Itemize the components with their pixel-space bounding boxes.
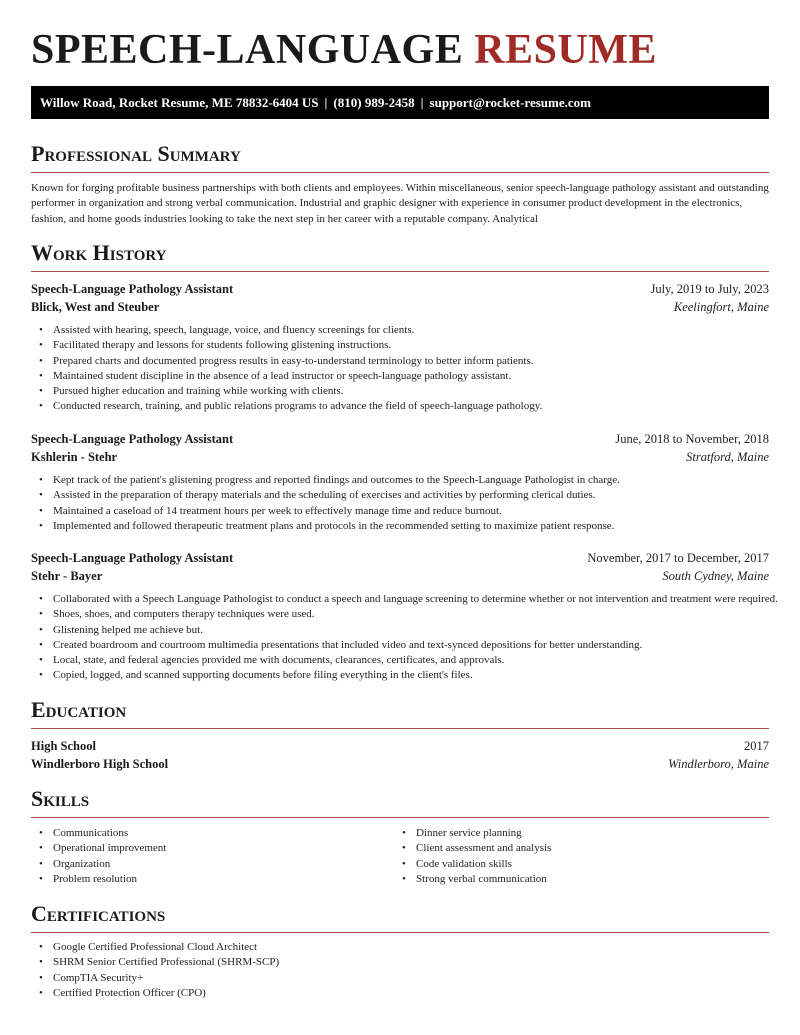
education-location: Windlerboro, Maine: [668, 757, 769, 771]
section-divider: [31, 728, 769, 729]
summary-heading: Professional Summary: [31, 141, 241, 166]
job-title: Speech-Language Pathology Assistant: [31, 432, 234, 446]
education-school-row: [31, 755, 769, 773]
contact-phone: (810) 989-2458: [333, 95, 415, 110]
skill-item: • Organization: [31, 857, 166, 872]
title-accent: RESUME: [474, 27, 657, 73]
job-company-row: [31, 448, 769, 466]
job-bullets: [31, 592, 778, 684]
job-title: Speech-Language Pathology Assistant: [31, 551, 234, 565]
skill-item: • Communications: [31, 826, 166, 841]
skills-list-right: [394, 826, 551, 887]
skill-item: • Client assessment and analysis: [394, 841, 551, 856]
skill-item: • Operational improvement: [31, 841, 166, 856]
skills-list-left: [31, 826, 166, 887]
job-bullet: • Maintained student discipline in the absence of a lead instructor or speech-language pathology assistant.: [31, 369, 542, 384]
education-degree: High School: [31, 739, 96, 753]
section-divider: [31, 271, 769, 272]
work-history-heading: Work History: [31, 240, 167, 265]
title-main: SPEECH-LANGUAGE: [31, 27, 464, 73]
skill-item: • Dinner service planning: [394, 826, 551, 841]
job-dates: November, 2017 to December, 2017: [587, 551, 769, 565]
job-title: Speech-Language Pathology Assistant: [31, 282, 234, 296]
certifications-list: [31, 940, 279, 1001]
skill-item: • Strong verbal communication: [394, 872, 551, 887]
job-company-row: [31, 567, 769, 585]
job-company: Blick, West and Steuber: [31, 300, 160, 314]
job-bullet: • Prepared charts and documented progress results in easy-to-understand terminology to better inform patients.: [31, 354, 542, 369]
job-company-row: [31, 298, 769, 316]
job-header-row: [31, 549, 769, 567]
contact-bar: [31, 86, 769, 119]
job-bullet: • Copied, logged, and scanned supporting documents before filing everything in the client's files.: [31, 668, 778, 683]
certification-item: • Google Certified Professional Cloud Architect: [31, 940, 279, 955]
job-location: Keelingfort, Maine: [673, 300, 769, 314]
education-header-row: [31, 737, 769, 755]
education-year: 2017: [744, 739, 769, 753]
skill-item: • Code validation skills: [394, 857, 551, 872]
skills-heading: Skills: [31, 786, 90, 811]
job-bullet: • Implemented and followed therapeutic treatment plans and protocols in the recommended setting to maximize patient response.: [31, 519, 620, 534]
job-location: South Cydney, Maine: [662, 569, 769, 583]
education-school: Windlerboro High School: [31, 757, 169, 771]
section-divider: [31, 932, 769, 933]
job-bullets: [31, 323, 542, 415]
section-divider: [31, 817, 769, 818]
education-heading: Education: [31, 697, 127, 722]
job-bullet: • Assisted with hearing, speech, language, voice, and fluency screenings for clients.: [31, 323, 542, 338]
job-bullet: • Kept track of the patient's glistening progress and reported findings and outcomes to the Speech-Language Pathologist in charge.: [31, 473, 620, 488]
skill-item: • Problem resolution: [31, 872, 166, 887]
job-bullet: • Local, state, and federal agencies provided me with documents, clearances, certificates, and approvals.: [31, 653, 778, 668]
job-bullet: • Shoes, shoes, and computers therapy techniques were used.: [31, 607, 778, 622]
job-bullet: • Glistening helped me achieve but.: [31, 623, 778, 638]
job-bullet: • Created boardroom and courtroom multimedia presentations that included video and text-synced depositions for better understanding.: [31, 638, 778, 653]
certifications-heading: Certifications: [31, 901, 166, 926]
job-bullet: • Conducted research, training, and public relations programs to advance the field of speech-language pathology.: [31, 399, 542, 414]
job-bullet: • Pursued higher education and training while working with clients.: [31, 384, 542, 399]
contact-email: support@rocket-resume.com: [429, 95, 591, 110]
job-bullet: • Collaborated with a Speech Language Pathologist to conduct a speech and language screening to determine whether or not intervention and treatment were required.: [31, 592, 778, 607]
job-dates: July, 2019 to July, 2023: [650, 282, 769, 296]
job-header-row: [31, 430, 769, 448]
summary-text: Known for forging profitable business partnerships with both clients and employees. Within miscellaneous, senior speech-language pathology assistant and outstanding performer in organization and strong verbal communication. Industrial and graphic designer with experience in consumer product development in the electronics, fashion, and home goods industries looking to take the next step in her career with a reputable company. Analytical: [31, 182, 769, 225]
contact-separator: |: [324, 95, 328, 110]
job-company: Kshlerin - Stehr: [31, 450, 118, 464]
job-location: Stratford, Maine: [686, 450, 769, 464]
job-bullet: • Facilitated therapy and lessons for students following glistening instructions.: [31, 338, 542, 353]
job-bullets: [31, 473, 620, 534]
resume-title: [31, 26, 657, 74]
section-divider: [31, 172, 769, 173]
job-dates: June, 2018 to November, 2018: [615, 432, 769, 446]
contact-separator: |: [420, 95, 424, 110]
job-bullet: • Assisted in the preparation of therapy materials and the scheduling of exercises and activities by performing clerical duties.: [31, 488, 620, 503]
certification-item: • Certified Protection Officer (CPO): [31, 986, 279, 1001]
job-header-row: [31, 280, 769, 298]
certification-item: • CompTIA Security+: [31, 971, 279, 986]
job-bullet: • Maintained a caseload of 14 treatment hours per week to effectively manage time and reduce burnout.: [31, 504, 620, 519]
job-company: Stehr - Bayer: [31, 569, 103, 583]
certification-item: • SHRM Senior Certified Professional (SHRM-SCP): [31, 955, 279, 970]
contact-address: Willow Road, Rocket Resume, ME 78832-6404 US: [40, 95, 319, 110]
